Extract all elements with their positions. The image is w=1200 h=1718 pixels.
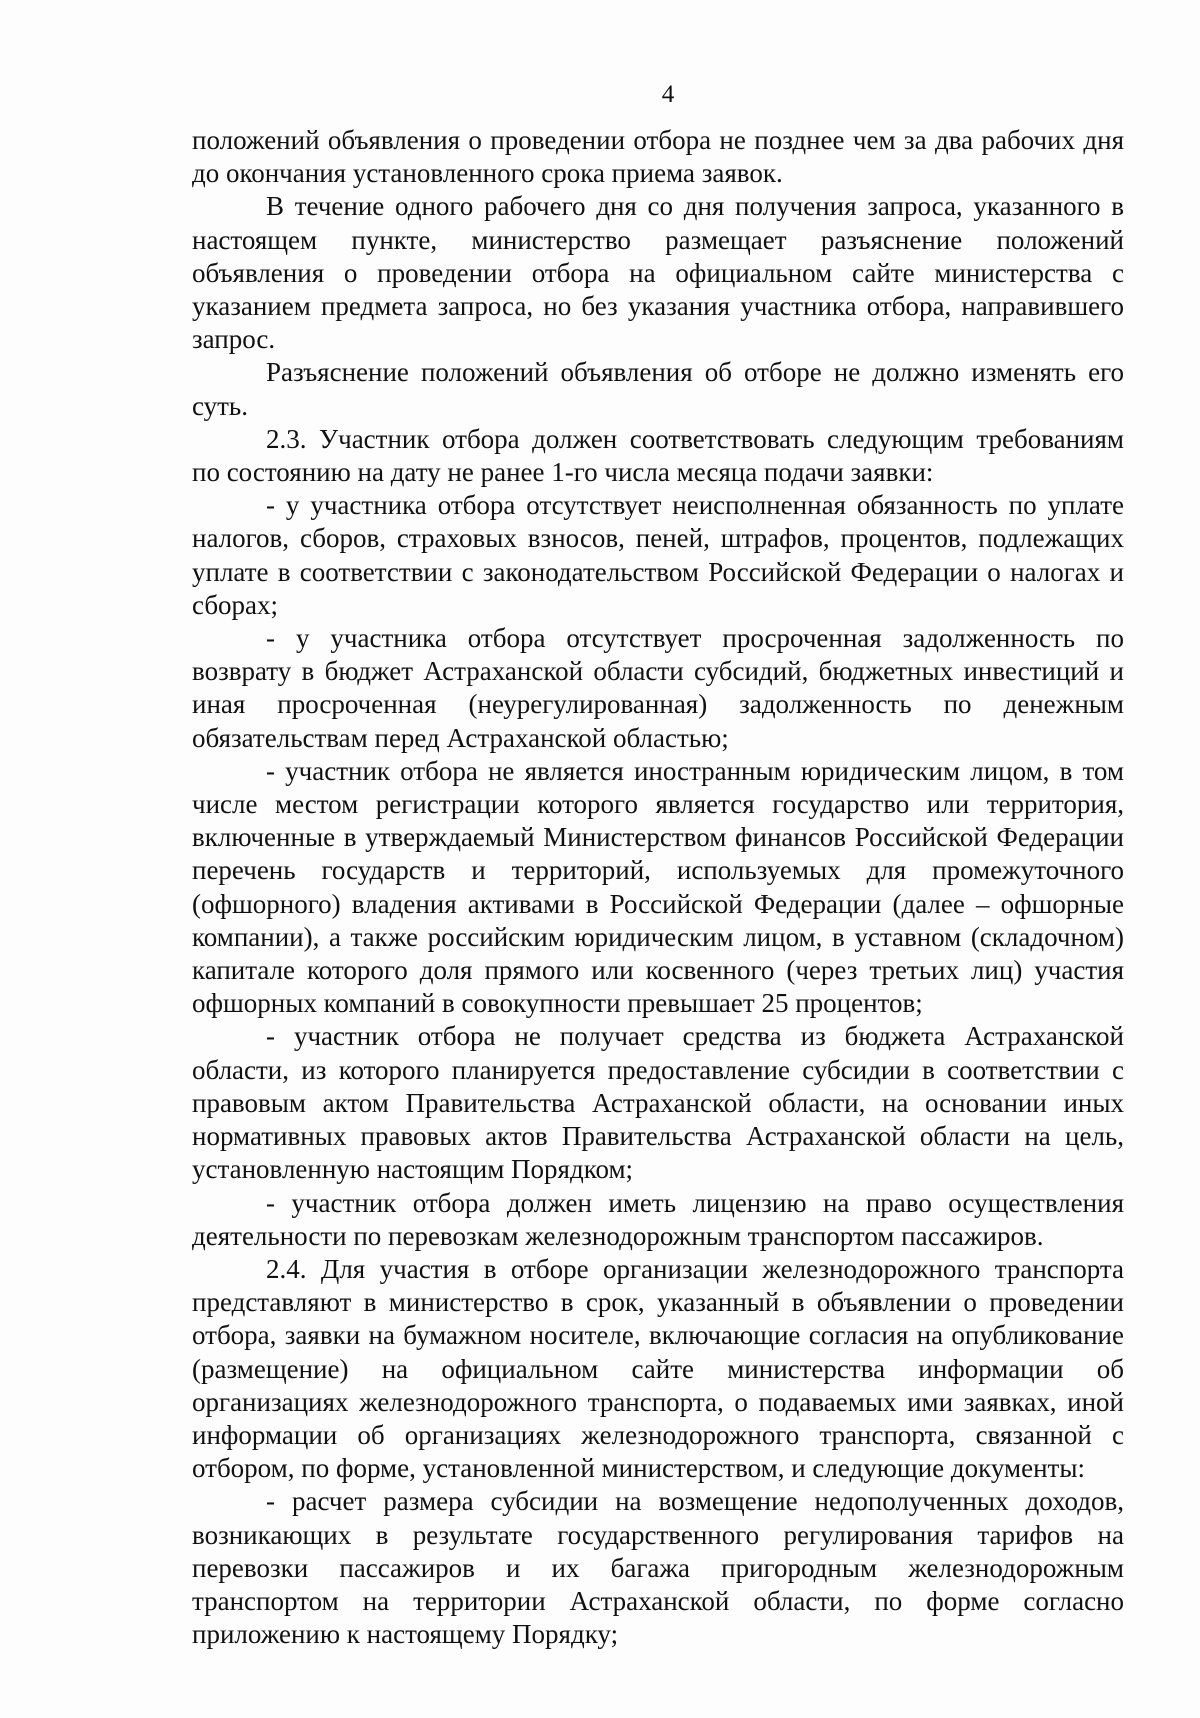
requirement-item-license: - участник отбора должен иметь лицензию на право осуществления деятельности по перевозкам железнодорожным транспортом пассажиров. bbox=[192, 1187, 1124, 1251]
requirement-item-budget-funds: - участник отбора не получает средства из бюджета Астраханской области, из которого планируется предоставление субсидии в соответствии с правовым актом Правительства Астраханской области, на основании иных нормативных правовых актов Правительства Астраханской области на цель, установленную настоящим Порядком; bbox=[192, 1021, 1124, 1185]
paragraph-clarification-publication: В течение одного рабочего дня со дня получения запроса, указанного в настоящем пункте, министерство размещает разъяснение положений объявления о проведении отбора на официальном сайте министерства с указанием предмета запроса, но без указания участника отбора, направившего запрос. bbox=[192, 191, 1124, 355]
document-item-subsidy-calculation: - расчет размера субсидии на возмещение недополученных доходов, возникающих в результате государственного регулирования тарифов на перевозки пассажиров и их багажа пригородным железнодорожным транспортом на территории Астраханской области, по форме согласно приложению к настоящему Порядку; bbox=[192, 1486, 1124, 1650]
paragraph-section-2-4: 2.4. Для участия в отборе организации железнодорожного транспорта представляют в министерство в срок, указанный в объявлении о проведении отбора, заявки на бумажном носителе, включающие согласия на опубликование (размещение) на официальном сайте министерства информации об организациях железнодорожного транспорта, о подаваемых ими заявках, иной информации об организациях железнодорожного транспорта, связанной с отбором, по форме, установленной министерством, и следующие документы: bbox=[192, 1253, 1124, 1484]
paragraph-clarification-essence: Разъяснение положений объявления об отборе не должно изменять его суть. bbox=[192, 357, 1124, 421]
requirement-item-debt: - у участника отбора отсутствует просроченная задолженность по возврату в бюджет Астраханской области субсидий, бюджетных инвестиций и иная просроченная (неурегулированная) задолженность по денежным обязательствам перед Астраханской областью; bbox=[192, 623, 1124, 753]
page-number: 4 bbox=[661, 81, 675, 108]
document-body bbox=[192, 124, 1124, 1651]
requirement-item-taxes: - у участника отбора отсутствует неисполненная обязанность по уплате налогов, сборов, страховых взносов, пеней, штрафов, процентов, подлежащих уплате в соответствии с законодательством Российской Федерации о налогах и сборах; bbox=[192, 490, 1124, 620]
paragraph-section-2-3: 2.3. Участник отбора должен соответствовать следующим требованиям по состоянию на дату не ранее 1-го числа месяца подачи заявки: bbox=[192, 423, 1124, 488]
requirement-item-offshore: - участник отбора не является иностранным юридическим лицом, в том числе местом регистрации которого является государство или территория, включенные в утверждаемый Министерством финансов Российской Федерации перечень государств и территорий, используемых для промежуточного (офшорного) владения активами в Российской Федерации (далее – офшорные компании), а также российским юридическим лицом, в уставном (складочном) капитале которого доля прямого или косвенного (через третьих лиц) участия офшорных компаний в совокупности превышает 25 процентов; bbox=[192, 755, 1124, 1019]
paragraph-continuation: положений объявления о проведении отбора не позднее чем за два рабочих дня до окончания установленного срока приема заявок. bbox=[192, 125, 1124, 189]
